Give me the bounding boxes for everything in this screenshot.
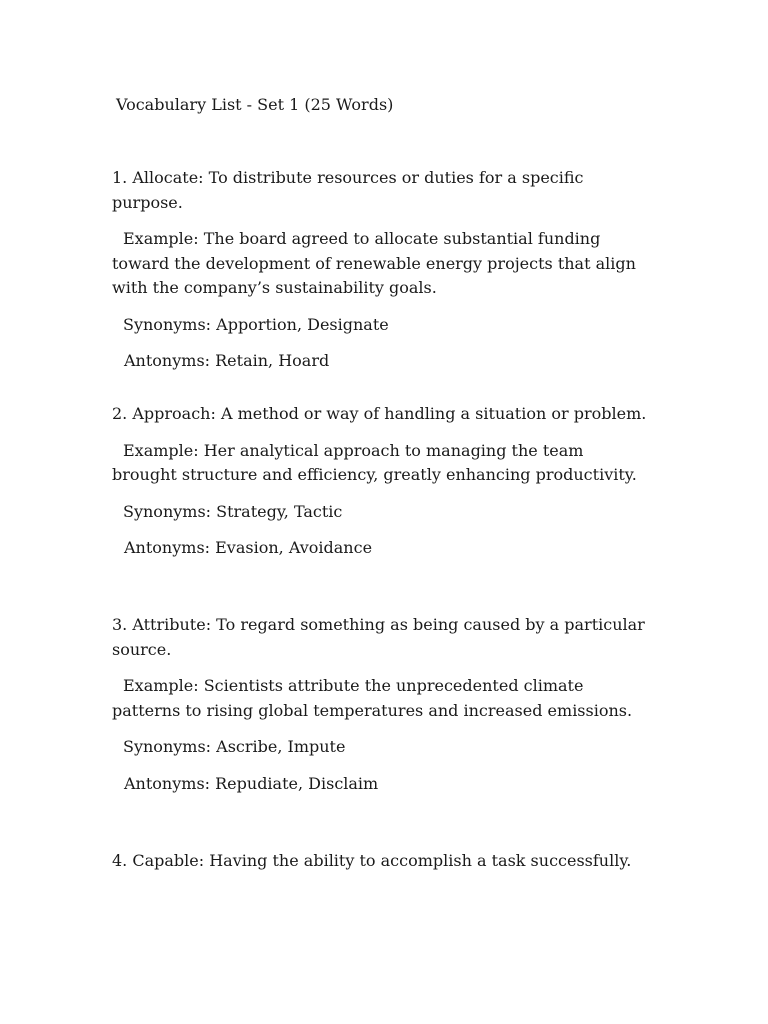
document-title: Vocabulary List - Set 1 (25 Words) xyxy=(116,95,394,114)
entry-example: Example: Her analytical approach to managing the team brought structure and efficiency, greatly enhancing productivity. xyxy=(112,440,637,484)
entry-definition: 1. Allocate: To distribute resources or duties for a specific purpose. xyxy=(112,168,584,212)
vocab-entry-attribute xyxy=(112,613,652,796)
entry-antonyms: Antonyms: Evasion, Avoidance xyxy=(124,538,373,557)
entry-example: Example: Scientists attribute the unprecedented climate patterns to rising global temperatures and increased emissions. xyxy=(112,676,633,720)
entry-definition: 4. Capable: Having the ability to accomplish a task successfully. xyxy=(112,851,632,870)
entry-definition: 2. Approach: A method or way of handling a situation or problem. xyxy=(112,404,647,423)
vocab-entry-approach xyxy=(112,402,652,561)
entry-definition: 3. Attribute: To regard something as being caused by a particular source. xyxy=(112,615,645,659)
entry-antonyms: Antonyms: Retain, Hoard xyxy=(124,351,330,370)
entry-synonyms: Synonyms: Ascribe, Impute xyxy=(123,737,346,756)
entry-synonyms: Synonyms: Apportion, Designate xyxy=(123,314,389,334)
entry-example: Example: The board agreed to allocate substantial funding toward the development of renewable energy projects that align with the company’s sustainability goals. xyxy=(112,229,636,297)
entry-antonyms: Antonyms: Repudiate, Disclaim xyxy=(124,773,379,793)
vocab-entry-capable xyxy=(112,849,652,886)
vocab-entry-allocate xyxy=(112,166,652,374)
entry-synonyms: Synonyms: Strategy, Tactic xyxy=(123,501,343,521)
